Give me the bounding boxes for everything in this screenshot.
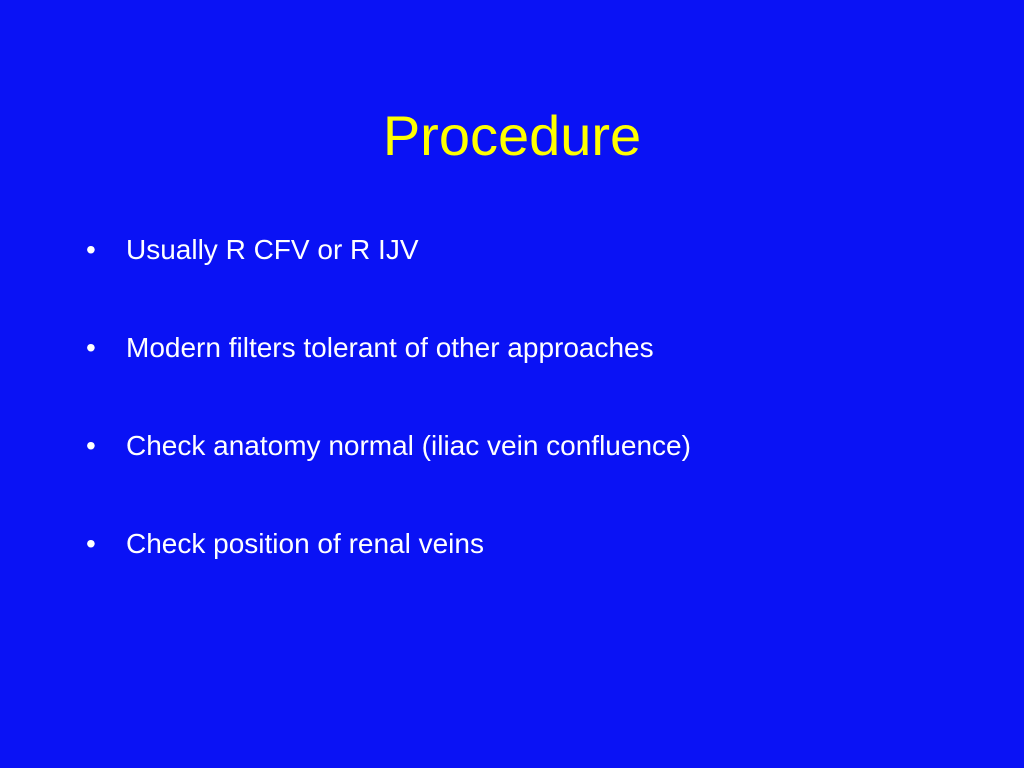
bullet-item xyxy=(86,424,691,522)
bullet-text: Usually R CFV or R IJV xyxy=(126,234,419,265)
bullet-icon: • xyxy=(86,234,96,265)
bullet-icon: • xyxy=(86,332,96,363)
slide-title: Procedure xyxy=(382,104,642,167)
bullet-item xyxy=(86,326,691,424)
bullet-text: Check position of renal veins xyxy=(126,528,484,559)
bullet-icon: • xyxy=(86,528,96,559)
bullet-list xyxy=(86,228,691,620)
bullet-item xyxy=(86,228,691,326)
bullet-text: Modern filters tolerant of other approaches xyxy=(126,332,654,363)
bullet-item xyxy=(86,522,691,620)
bullet-icon: • xyxy=(86,430,96,461)
bullet-text: Check anatomy normal (iliac vein confluence) xyxy=(126,430,691,461)
